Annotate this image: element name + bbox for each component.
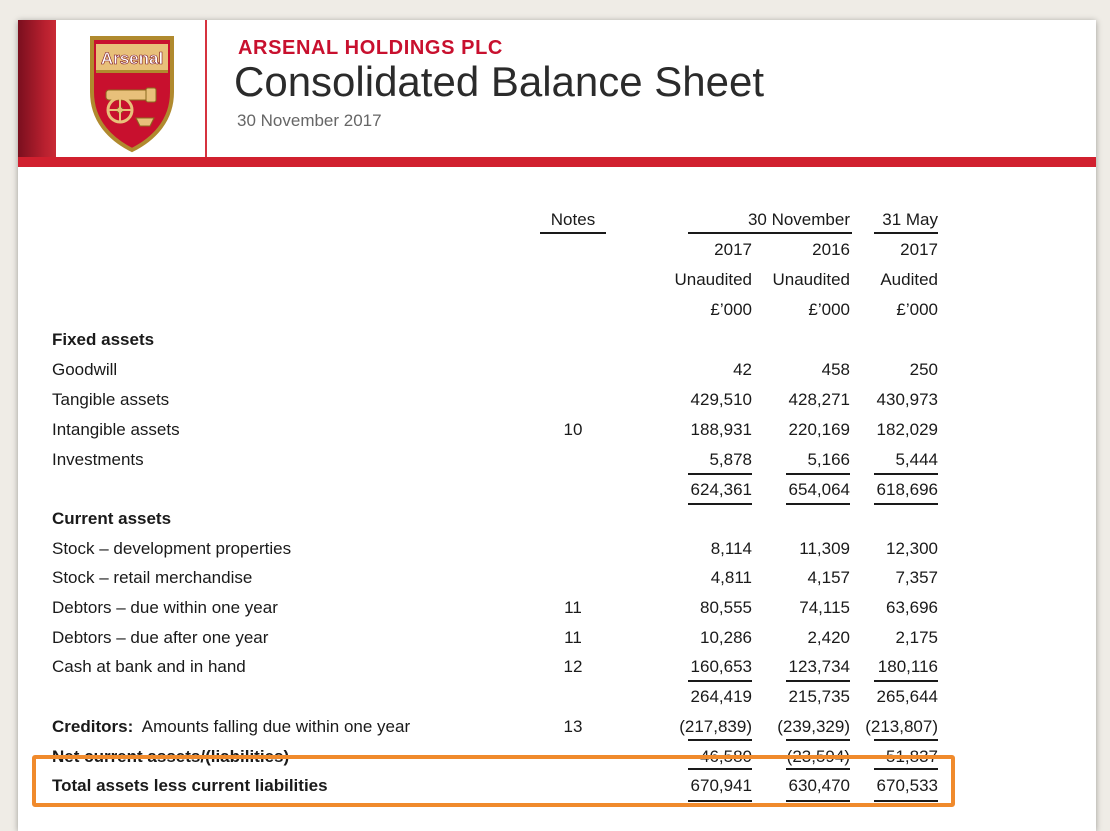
row-label: Debtors – due after one year bbox=[52, 628, 269, 647]
cell-value: 46,580 bbox=[700, 747, 752, 766]
subtotal-rule bbox=[874, 739, 938, 741]
total-value: 670,941 bbox=[690, 776, 752, 795]
subtotal-rule bbox=[786, 473, 850, 475]
subtotal-rule bbox=[786, 680, 850, 682]
audit-status-header: Unaudited bbox=[674, 270, 752, 289]
document-date: 30 November 2017 bbox=[237, 111, 382, 130]
cell-value: 2,175 bbox=[895, 628, 938, 647]
company-name: ARSENAL HOLDINGS PLC bbox=[238, 37, 503, 59]
cell-value: (239,329) bbox=[777, 717, 850, 736]
subtotal-rule bbox=[874, 473, 938, 475]
total-value: 670,533 bbox=[876, 776, 938, 795]
cell-value: 10,286 bbox=[700, 628, 752, 647]
cell-value: 5,166 bbox=[807, 450, 850, 469]
row-label-creditors bbox=[52, 716, 410, 738]
cell-value: 51,837 bbox=[886, 747, 938, 766]
cell-value: 220,169 bbox=[788, 420, 850, 439]
row-label-net-current-assets: Net current assets/(liabilities) bbox=[52, 747, 290, 766]
year-header: 2017 bbox=[900, 240, 938, 259]
cell-value: 123,734 bbox=[788, 657, 850, 676]
subtotal-rule bbox=[786, 503, 850, 505]
period-rule-30-november bbox=[688, 232, 852, 234]
cell-value: 5,444 bbox=[895, 450, 938, 469]
note-reference: 10 bbox=[563, 420, 583, 439]
section-heading-current-assets: Current assets bbox=[52, 509, 172, 528]
subtotal-value: 654,064 bbox=[788, 480, 850, 499]
header-divider bbox=[205, 20, 207, 160]
cell-value: 7,357 bbox=[895, 568, 938, 587]
cell-value: 250 bbox=[909, 360, 938, 379]
row-label: Cash at bank and in hand bbox=[52, 657, 246, 676]
svg-text:Arsenal: Arsenal bbox=[100, 49, 164, 68]
note-reference: 11 bbox=[564, 628, 582, 647]
cell-value: 8,114 bbox=[710, 539, 752, 558]
cover-edge bbox=[18, 20, 56, 166]
subtotal-rule bbox=[874, 503, 938, 505]
row-label-total-assets: Total assets less current liabilities bbox=[52, 776, 328, 795]
audit-status-header: Audited bbox=[880, 270, 938, 289]
cell-value: (23,594) bbox=[786, 747, 850, 766]
cell-value: 428,271 bbox=[788, 390, 850, 409]
cell-value: 429,510 bbox=[690, 390, 752, 409]
total-value: 630,470 bbox=[788, 776, 850, 795]
subtotal-value: 624,361 bbox=[690, 480, 752, 499]
cell-value: 4,811 bbox=[710, 568, 752, 587]
subtotal-rule bbox=[688, 473, 752, 475]
subtotal-rule bbox=[688, 680, 752, 682]
header-red-bar bbox=[18, 157, 1096, 167]
audit-status-header: Unaudited bbox=[772, 270, 850, 289]
row-label: Goodwill bbox=[52, 360, 118, 379]
row-label: Intangible assets bbox=[52, 420, 180, 439]
highlight-box bbox=[32, 755, 955, 807]
arsenal-crest-logo bbox=[84, 34, 180, 154]
creditors-description: Amounts falling due within one year bbox=[141, 717, 411, 736]
year-header: 2016 bbox=[812, 240, 850, 259]
row-label: Tangible assets bbox=[52, 390, 170, 409]
cell-value: 74,115 bbox=[799, 598, 850, 617]
cell-value: 430,973 bbox=[876, 390, 938, 409]
cell-value: (213,807) bbox=[865, 717, 938, 736]
subtotal-value: 618,696 bbox=[876, 480, 938, 499]
unit-header: £’000 bbox=[896, 300, 938, 319]
row-label: Investments bbox=[52, 450, 144, 469]
period-header-31-may: 31 May bbox=[882, 210, 938, 229]
row-label: Debtors – due within one year bbox=[52, 598, 278, 617]
cell-value: 63,696 bbox=[886, 598, 938, 617]
subtotal-value: 215,735 bbox=[788, 687, 850, 706]
subtotal-rule bbox=[874, 680, 938, 682]
cell-value: (217,839) bbox=[679, 717, 752, 736]
year-header: 2017 bbox=[714, 240, 752, 259]
cell-value: 12,300 bbox=[886, 539, 938, 558]
cell-value: 2,420 bbox=[807, 628, 850, 647]
section-heading-fixed-assets: Fixed assets bbox=[52, 330, 155, 349]
row-label: Stock – retail merchandise bbox=[52, 568, 253, 587]
cell-value: 4,157 bbox=[807, 568, 850, 587]
unit-header: £’000 bbox=[808, 300, 850, 319]
subtotal-rule bbox=[688, 739, 752, 741]
balance-sheet-document bbox=[18, 20, 1096, 831]
cell-value: 42 bbox=[733, 360, 752, 379]
subtotal-value: 264,419 bbox=[690, 687, 752, 706]
period-header-30-november: 30 November bbox=[747, 210, 850, 229]
notes-header-rule bbox=[540, 232, 606, 234]
cell-value: 80,555 bbox=[700, 598, 752, 617]
subtotal-rule bbox=[786, 739, 850, 741]
cell-value: 5,878 bbox=[709, 450, 752, 469]
note-reference: 13 bbox=[563, 717, 583, 736]
period-rule-31-may bbox=[874, 232, 938, 234]
note-reference: 11 bbox=[564, 598, 582, 617]
subtotal-rule bbox=[688, 503, 752, 505]
cell-value: 188,931 bbox=[690, 420, 752, 439]
cell-value: 180,116 bbox=[877, 657, 938, 676]
crest-icon bbox=[84, 34, 180, 154]
creditors-label: Creditors: bbox=[52, 717, 134, 736]
document-title: Consolidated Balance Sheet bbox=[234, 58, 765, 105]
cell-value: 160,653 bbox=[690, 657, 752, 676]
cell-value: 182,029 bbox=[876, 420, 938, 439]
unit-header: £’000 bbox=[710, 300, 752, 319]
note-reference: 12 bbox=[563, 657, 583, 676]
notes-header: Notes bbox=[550, 210, 596, 229]
row-label: Stock – development properties bbox=[52, 539, 292, 558]
cell-value: 11,309 bbox=[799, 539, 850, 558]
subtotal-value: 265,644 bbox=[876, 687, 938, 706]
cell-value: 458 bbox=[821, 360, 850, 379]
